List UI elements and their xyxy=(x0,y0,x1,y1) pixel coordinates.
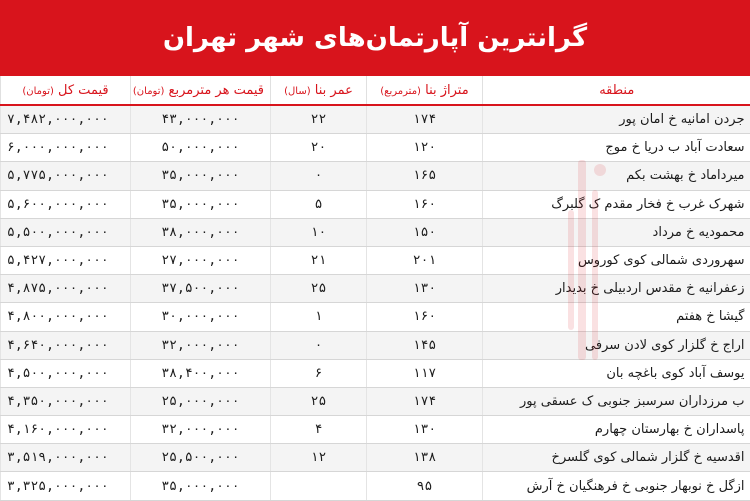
cell-total-price: ۶,۰۰۰,۰۰۰,۰۰۰ xyxy=(1,134,131,162)
cell-price-per-meter: ۳۵,۰۰۰,۰۰۰ xyxy=(131,162,271,190)
cell-region: پاسداران خ بهارستان چهارم xyxy=(483,416,750,444)
cell-age: ۲۲ xyxy=(271,105,367,134)
cell-area: ۱۵۰ xyxy=(367,218,483,246)
cell-age: ۱۲ xyxy=(271,444,367,472)
cell-price-per-meter: ۳۲,۰۰۰,۰۰۰ xyxy=(131,331,271,359)
cell-age: ۲۰ xyxy=(271,134,367,162)
cell-price-per-meter: ۲۵,۰۰۰,۰۰۰ xyxy=(131,387,271,415)
cell-price-per-meter: ۳۸,۰۰۰,۰۰۰ xyxy=(131,218,271,246)
cell-area: ۹۵ xyxy=(367,472,483,500)
cell-region: گیشا خ هفتم xyxy=(483,303,750,331)
cell-age: ۴ xyxy=(271,416,367,444)
cell-area: ۱۷۴ xyxy=(367,387,483,415)
cell-total-price: ۵,۵۰۰,۰۰۰,۰۰۰ xyxy=(1,218,131,246)
header-total-price-unit: (تومان) xyxy=(22,86,54,97)
table-row xyxy=(1,275,750,303)
cell-region: زعفرانیه خ مقدس اردبیلی خ بدیدار xyxy=(483,275,750,303)
cell-age: ۱ xyxy=(271,303,367,331)
cell-region: سعادت آباد ب دریا خ موج xyxy=(483,134,750,162)
cell-age: ۶ xyxy=(271,359,367,387)
table-header-row xyxy=(1,76,750,105)
header-total-price xyxy=(1,76,131,105)
cell-age: ۰ xyxy=(271,162,367,190)
table-row xyxy=(1,472,750,500)
cell-total-price: ۴,۶۴۰,۰۰۰,۰۰۰ xyxy=(1,331,131,359)
header-age xyxy=(271,76,367,105)
cell-price-per-meter: ۴۳,۰۰۰,۰۰۰ xyxy=(131,105,271,134)
cell-price-per-meter: ۲۵,۵۰۰,۰۰۰ xyxy=(131,444,271,472)
cell-price-per-meter: ۳۸,۴۰۰,۰۰۰ xyxy=(131,359,271,387)
table-row xyxy=(1,190,750,218)
cell-region: اراج خ گلزار کوی لادن سرفی xyxy=(483,331,750,359)
cell-area: ۱۳۰ xyxy=(367,416,483,444)
table-row xyxy=(1,303,750,331)
cell-total-price: ۵,۴۲۷,۰۰۰,۰۰۰ xyxy=(1,246,131,274)
cell-price-per-meter: ۳۰,۰۰۰,۰۰۰ xyxy=(131,303,271,331)
table-row xyxy=(1,359,750,387)
cell-area: ۲۰۱ xyxy=(367,246,483,274)
table-row xyxy=(1,105,750,134)
table-row xyxy=(1,218,750,246)
cell-price-per-meter: ۲۷,۰۰۰,۰۰۰ xyxy=(131,246,271,274)
cell-area: ۱۱۷ xyxy=(367,359,483,387)
header-age-label: عمر بنا xyxy=(315,83,353,98)
cell-region: اقدسیه خ گلزار شمالی کوی گلسرخ xyxy=(483,444,750,472)
header-region-label: منطقه xyxy=(599,83,634,98)
cell-area: ۱۶۰ xyxy=(367,190,483,218)
page-title: گرانترین آپارتمان‌های شهر تهران xyxy=(163,23,587,53)
cell-total-price: ۵,۷۷۵,۰۰۰,۰۰۰ xyxy=(1,162,131,190)
cell-age: ۲۵ xyxy=(271,275,367,303)
cell-area: ۱۲۰ xyxy=(367,134,483,162)
cell-area: ۱۴۵ xyxy=(367,331,483,359)
cell-age: ۵ xyxy=(271,190,367,218)
cell-price-per-meter: ۳۵,۰۰۰,۰۰۰ xyxy=(131,472,271,500)
cell-area: ۱۶۵ xyxy=(367,162,483,190)
header-region xyxy=(483,76,750,105)
cell-age: ۰ xyxy=(271,331,367,359)
cell-region: یوسف آباد کوی باغچه بان xyxy=(483,359,750,387)
cell-region: ازگل خ نوبهار جنوبی خ فرهنگیان خ آرش xyxy=(483,472,750,500)
cell-region: شهرک غرب خ فخار مقدم ک گلبرگ xyxy=(483,190,750,218)
table-row xyxy=(1,246,750,274)
cell-area: ۱۳۸ xyxy=(367,444,483,472)
cell-total-price: ۳,۳۲۵,۰۰۰,۰۰۰ xyxy=(1,472,131,500)
cell-area: ۱۳۰ xyxy=(367,275,483,303)
cell-total-price: ۷,۴۸۲,۰۰۰,۰۰۰ xyxy=(1,105,131,134)
header-total-price-label: قیمت کل xyxy=(58,83,109,98)
cell-price-per-meter: ۳۵,۰۰۰,۰۰۰ xyxy=(131,190,271,218)
cell-total-price: ۵,۶۰۰,۰۰۰,۰۰۰ xyxy=(1,190,131,218)
apartment-price-table xyxy=(0,76,750,501)
cell-area: ۱۶۰ xyxy=(367,303,483,331)
table-body xyxy=(1,105,750,500)
cell-age: ۲۱ xyxy=(271,246,367,274)
cell-region: سهروردی شمالی کوی کوروس xyxy=(483,246,750,274)
cell-age: ۱۰ xyxy=(271,218,367,246)
header-area xyxy=(367,76,483,105)
cell-total-price: ۴,۳۵۰,۰۰۰,۰۰۰ xyxy=(1,387,131,415)
table-row xyxy=(1,331,750,359)
cell-age: ۲۵ xyxy=(271,387,367,415)
cell-total-price: ۴,۵۰۰,۰۰۰,۰۰۰ xyxy=(1,359,131,387)
cell-region: ب مرزداران سرسبز جنوبی ک عسقی پور xyxy=(483,387,750,415)
cell-region: جردن امانیه خ امان پور xyxy=(483,105,750,134)
cell-price-per-meter: ۵۰,۰۰۰,۰۰۰ xyxy=(131,134,271,162)
header-price-per-meter-unit: (تومان) xyxy=(133,86,165,97)
table-row xyxy=(1,387,750,415)
cell-total-price: ۴,۱۶۰,۰۰۰,۰۰۰ xyxy=(1,416,131,444)
header-price-per-meter xyxy=(131,76,271,105)
cell-area: ۱۷۴ xyxy=(367,105,483,134)
cell-price-per-meter: ۳۲,۰۰۰,۰۰۰ xyxy=(131,416,271,444)
table-row xyxy=(1,134,750,162)
cell-total-price: ۳,۵۱۹,۰۰۰,۰۰۰ xyxy=(1,444,131,472)
header-price-per-meter-label: قیمت هر مترمربع xyxy=(169,83,264,98)
cell-total-price: ۴,۸۷۵,۰۰۰,۰۰۰ xyxy=(1,275,131,303)
header-area-label: متراژ بنا xyxy=(425,83,469,98)
cell-age xyxy=(271,472,367,500)
table-row xyxy=(1,444,750,472)
table-row xyxy=(1,162,750,190)
header-age-unit: (سال) xyxy=(284,86,311,97)
cell-region: میرداماد خ بهشت بکم xyxy=(483,162,750,190)
header-area-unit: (مترمربع) xyxy=(380,86,421,97)
cell-region: محمودیه خ مرداد xyxy=(483,218,750,246)
title-banner xyxy=(0,0,750,76)
cell-price-per-meter: ۳۷,۵۰۰,۰۰۰ xyxy=(131,275,271,303)
table-row xyxy=(1,416,750,444)
cell-total-price: ۴,۸۰۰,۰۰۰,۰۰۰ xyxy=(1,303,131,331)
